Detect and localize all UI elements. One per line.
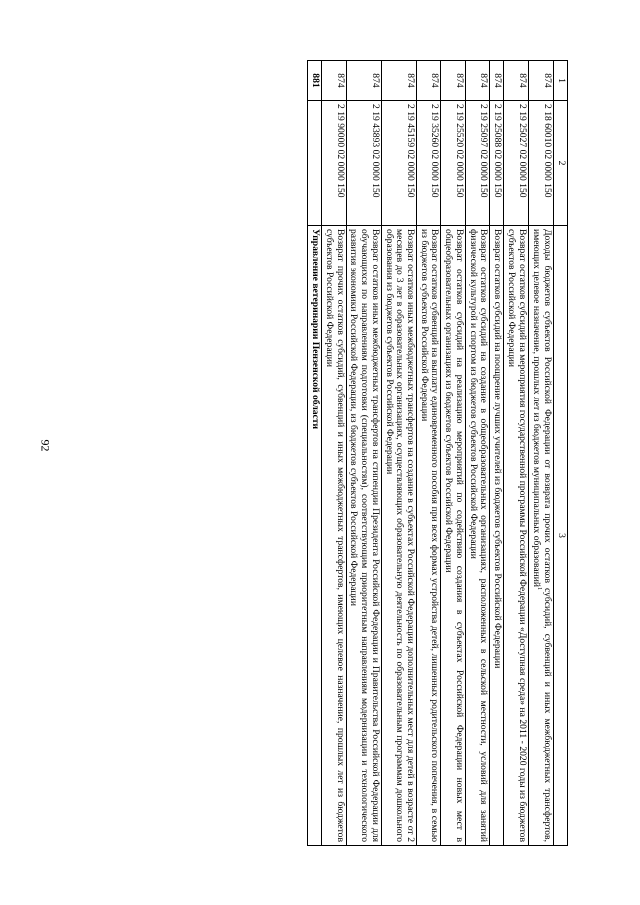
revenue-description-text: Доходы бюджетов субъектов Российской Федерации от возврата прочих остатков субсидий, субвенций и иных межбюджетных трансфертов, имеющих целевое назначение, прошлых лет из бюджетов муниципальных образований xyxy=(530,229,554,842)
header-col-3: 3 xyxy=(554,226,568,846)
footnote-marker: 1 xyxy=(535,587,542,591)
table-row xyxy=(381,61,416,846)
admin-code: 874 xyxy=(381,61,416,101)
revenue-code: 2 19 45159 02 0000 150 xyxy=(381,101,416,226)
revenue-description: Возврат остатков субвенций на выплату единовременного пособия при всех формах устройства детей, лишенных родительского попечения, в семью из бюджетов субъектов Российской Федерации xyxy=(417,226,441,846)
table-row xyxy=(441,61,465,846)
revenue-description: Возврат остатков иных межбюджетных трансфертов на стипендии Президента Российской Федерации и Правительства Российской Федерации для обучающихся по направлениям подготовки (специальностям), соответствующим приоритетным направлениям модернизации и технологического развития экономики Российской Федерации, из бюджетов субъектов Российской Федерации xyxy=(346,226,381,846)
section-admin-code: 881 xyxy=(308,61,322,101)
admin-code: 874 xyxy=(504,61,528,101)
table-row xyxy=(417,61,441,846)
revenue-code: 2 19 43893 02 0000 150 xyxy=(346,101,381,226)
revenue-code: 2 19 25097 02 0000 150 xyxy=(465,101,489,226)
revenue-code: 2 19 35260 02 0000 150 xyxy=(417,101,441,226)
revenue-code: 2 19 25027 02 0000 150 xyxy=(504,101,528,226)
table-row xyxy=(504,61,528,846)
admin-code: 874 xyxy=(322,61,346,101)
revenue-code: 2 19 90000 02 0000 150 xyxy=(322,101,346,226)
revenue-description: Возврат прочих остатков субсидий, субвенций и иных межбюджетных трансфертов, имеющих целевое назначение, прошлых лет из бюджетов субъектов Российской Федерации xyxy=(322,226,346,846)
header-col-1: 1 xyxy=(554,61,568,101)
table-row xyxy=(528,61,554,846)
section-title: Управление ветеринарии Пензенской области xyxy=(308,226,322,846)
section-header-row xyxy=(308,61,322,846)
revenue-description xyxy=(528,226,554,846)
admin-code: 874 xyxy=(465,61,489,101)
admin-code: 874 xyxy=(346,61,381,101)
admin-code: 874 xyxy=(490,61,504,101)
header-col-2: 2 xyxy=(554,101,568,226)
table-row xyxy=(322,61,346,846)
revenue-description: Возврат остатков субсидий на реализацию мероприятий по содействию создания в субъектах Российской Федерации новых мест в общеобразовательных организациях из бюджетов субъектов Российской Федерации xyxy=(441,226,465,846)
table-row xyxy=(346,61,381,846)
admin-code: 874 xyxy=(417,61,441,101)
table-header-row xyxy=(554,61,568,846)
revenue-description: Возврат остатков субсидий на мероприятия государственной программы Российской Федерации «Доступная среда» на 2011 - 2020 годы из бюджетов субъектов Российской Федерации xyxy=(504,226,528,846)
table-row xyxy=(465,61,489,846)
revenue-description: Возврат остатков субсидий на создание в общеобразовательных организациях, расположенных в сельской местности, условий для занятий физической культурой и спортом из бюджетов субъектов Российской Федерации xyxy=(465,226,489,846)
revenue-description: Возврат остатков иных межбюджетных трансфертов на создание в субъектах Российской Федерации дополнительных мест для детей в возрасте от 2 месяцев до 3 лет в образовательных организациях, осуществляющих образовательную деятельность по образовательным программам дошкольного образования из бюджетов субъектов Российской Федерации xyxy=(381,226,416,846)
revenue-code: 2 19 25088 02 0000 150 xyxy=(490,101,504,226)
admin-code: 874 xyxy=(441,61,465,101)
page-number: 92 xyxy=(38,439,53,452)
revenue-code: 2 19 25520 02 0000 150 xyxy=(441,101,465,226)
revenue-code: 2 18 60010 02 0000 150 xyxy=(528,101,554,226)
table-container xyxy=(78,60,568,845)
section-empty-cell xyxy=(308,101,322,226)
revenue-description: Возврат остатков субсидий на поощрение лучших учителей из бюджетов субъектов Российской Федерации xyxy=(490,226,504,846)
table-row xyxy=(490,61,504,846)
budget-codes-table xyxy=(307,60,568,846)
admin-code: 874 xyxy=(528,61,554,101)
rotated-table-frame xyxy=(78,60,568,845)
